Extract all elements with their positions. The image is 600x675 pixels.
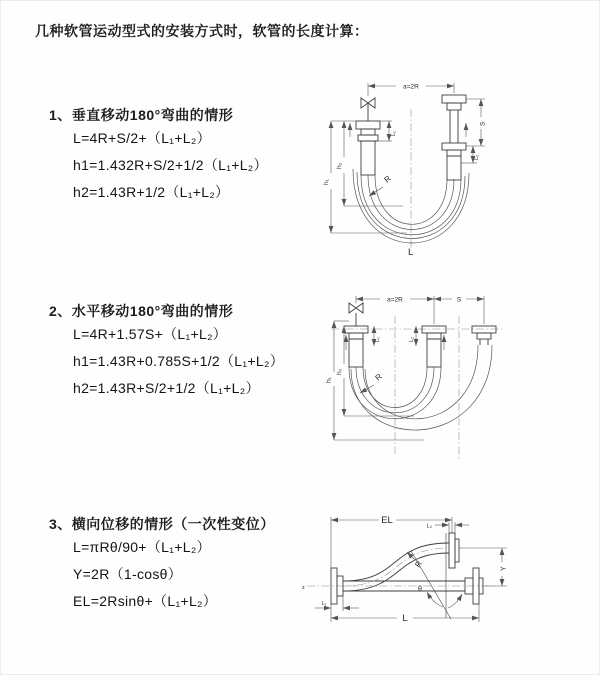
formula-h2: h2=1.43R+1/2（L₁+L₂） [73, 184, 230, 200]
formula-h1: h1=1.432R+S/2+1/2（L₁+L₂） [73, 157, 268, 173]
dim-label-l1: L₁ [321, 601, 327, 607]
upper-flange-moved [449, 533, 459, 568]
dim-label-a2r: a=2R [403, 83, 419, 91]
angle-theta-arc [427, 592, 443, 607]
dim-label-h2: h₂ [336, 162, 343, 169]
dim-label-l: L [402, 613, 408, 624]
radius-label: R [382, 173, 393, 185]
braided-hose-section [447, 156, 461, 180]
braided-hose-section [349, 339, 363, 367]
length-label: L [408, 247, 414, 258]
page-title: 几种软管运动型式的安装方式时，软管的长度计算： [35, 23, 369, 39]
formula-h1: h1=1.43R+0.785S+1/2（L₁+L₂） [73, 353, 284, 369]
radius-label: R [373, 371, 384, 383]
dim-label-l1: L₁ [391, 131, 397, 136]
radius-label: R [413, 559, 424, 570]
formula-length: L=4R+1.57S+（L₁+L₂） [73, 326, 228, 342]
angle-theta-arc [448, 594, 462, 608]
section-heading: 3、横向位移的情形（一次性变位） [49, 516, 275, 532]
dimension-h1 [331, 121, 407, 233]
valve-icon [361, 98, 375, 121]
section-heading: 2、水平移动180°弯曲的情形 [49, 303, 234, 319]
formula-h2: h2=1.43R+S/2+1/2（L₁+L₂） [73, 380, 260, 396]
middle-pipe-flange [422, 326, 446, 339]
section-heading: 1、垂直移动180°弯曲的情形 [49, 107, 234, 123]
dim-label-l1: L₁ [375, 337, 381, 342]
braided-hose-section [427, 339, 441, 367]
radius-construction-lines [411, 533, 451, 619]
dim-label-l2: L₂ [474, 154, 480, 160]
hose-s-curve [343, 543, 449, 591]
valve-icon [349, 303, 363, 326]
diagram-horizontal-180-bend [316, 288, 568, 463]
dim-label-l2: L₂ [409, 336, 415, 342]
radius-leader-line [360, 385, 374, 393]
section-lateral-displacement [49, 514, 275, 615]
diagram-lateral-displacement [299, 506, 594, 638]
braided-hose-section [361, 141, 375, 175]
dim-label-l2: L₂ [426, 523, 432, 530]
dim-label-a2r: a=2R [387, 296, 403, 304]
diagram-vertical-180-bend [311, 73, 561, 263]
section-horizontal-movement [49, 301, 284, 402]
break-mark: z [302, 585, 305, 591]
dim-label-el: EL [381, 515, 393, 526]
dim-label-y: Y [500, 566, 508, 571]
hose-u-bend-curves [349, 345, 492, 430]
formula-length: L=4R+S/2+（L₁+L₂） [73, 130, 211, 146]
section-vertical-movement [49, 105, 268, 206]
dim-label-s: S [456, 296, 462, 304]
dimension-a2r [356, 296, 484, 324]
formula-el: EL=2Rsinθ+（L₁+L₂） [73, 593, 218, 609]
right-pipe-flange [442, 95, 466, 156]
dim-label-h1: h₁ [325, 377, 333, 383]
left-pipe-flange [356, 121, 380, 141]
formula-y: Y=2R（1-cosθ） [73, 566, 183, 582]
left-pipe-flange [344, 326, 368, 339]
formula-length: L=πRθ/90+（L₁+L₂） [73, 539, 211, 555]
angle-theta-label: θ [418, 586, 422, 593]
centerlines [331, 316, 504, 459]
dim-label-h2: h₂ [336, 368, 343, 375]
dim-label-s: S [479, 121, 487, 126]
dim-label-h1: h₁ [323, 179, 330, 185]
